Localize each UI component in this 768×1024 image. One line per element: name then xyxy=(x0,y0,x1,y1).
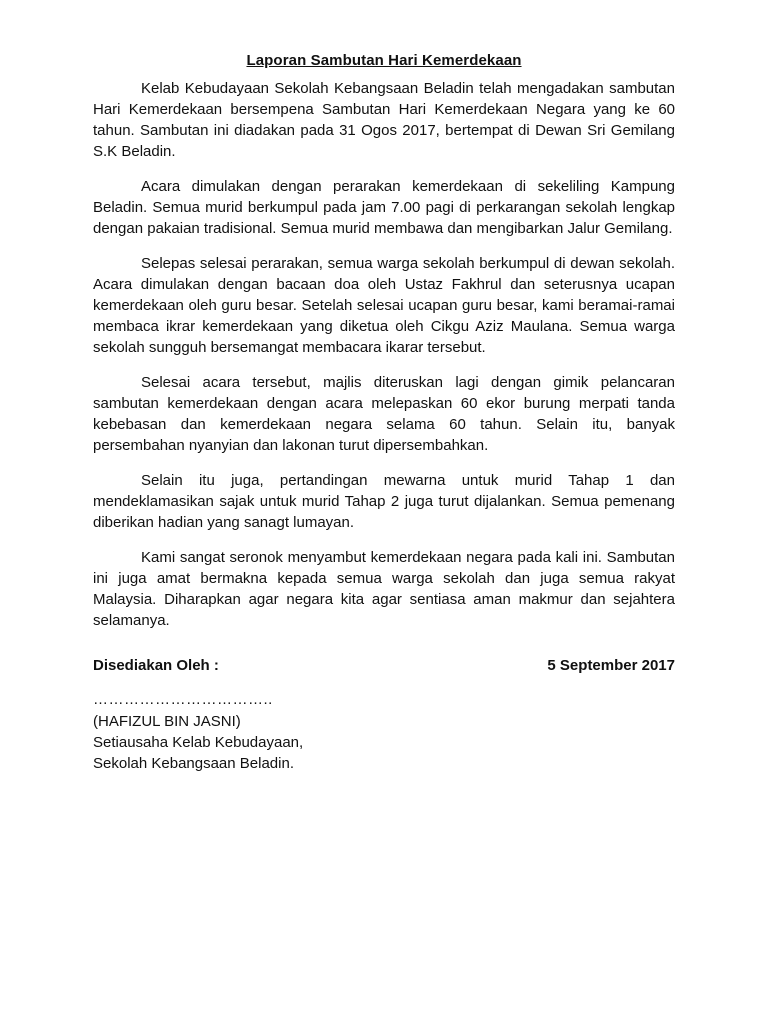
report-page xyxy=(93,50,675,774)
report-date: 5 September 2017 xyxy=(547,657,675,674)
signer-name: (HAFIZUL BIN JASNI) xyxy=(93,713,241,730)
report-title: Laporan Sambutan Hari Kemerdekaan xyxy=(246,52,522,69)
signature-header-row xyxy=(93,655,675,676)
paragraph-4: Selesai acara tersebut, majlis diteruskan lagi dengan gimik pelancaran sambutan kemerdekaan dengan acara melepaskan 60 ekor burung merpati tanda kebebasan dan kemerdekaan negara selama 60 tahun. Selain itu, banyak persembahan nyanyian dan lakonan turut dipersembahkan. xyxy=(93,374,675,454)
signature-line: …………………………….. xyxy=(93,691,273,708)
signer-organization: Sekolah Kebangsaan Beladin. xyxy=(93,755,294,772)
signer-title: Setiausaha Kelab Kebudayaan, xyxy=(93,734,304,751)
paragraph-1: Kelab Kebudayaan Sekolah Kebangsaan Beladin telah mengadakan sambutan Hari Kemerdekaan bersempena Sambutan Hari Kemerdekaan Negara yang ke 60 tahun. Sambutan ini diadakan pada 31 Ogos 2017, bertempat di Dewan Sri Gemilang S.K Beladin. xyxy=(93,80,675,160)
paragraph-2: Acara dimulakan dengan perarakan kemerdekaan di sekeliling Kampung Beladin. Semua murid berkumpul pada jam 7.00 pagi di perkarangan sekolah lengkap dengan pakaian tradisional. Semua murid membawa dan mengibarkan Jalur Gemilang. xyxy=(93,178,675,237)
prepared-by-label: Disediakan Oleh : xyxy=(93,657,219,674)
paragraph-3: Selepas selesai perarakan, semua warga sekolah berkumpul di dewan sekolah. Acara dimulakan dengan bacaan doa oleh Ustaz Fakhrul dan seterusnya ucapan kemerdekaan oleh guru besar. Setelah selesai ucapan guru besar, kami beramai-ramai membaca ikrar kemerdekaan yang diketua oleh Cikgu Aziz Maulana. Semua warga sekolah sungguh bersemangat membacara ikarar tersebut. xyxy=(93,255,675,356)
paragraph-6: Kami sangat seronok menyambut kemerdekaan negara pada kali ini. Sambutan ini juga amat bermakna kepada semua warga sekolah dan juga semua rakyat Malaysia. Diharapkan agar negara kita agar sentiasa aman makmur dan sejahtera selamanya. xyxy=(93,549,675,629)
paragraph-5: Selain itu juga, pertandingan mewarna untuk murid Tahap 1 dan mendeklamasikan sajak untuk murid Tahap 2 juga turut dijalankan. Semua pemenang diberikan hadian yang sanagt lumayan. xyxy=(93,472,675,531)
